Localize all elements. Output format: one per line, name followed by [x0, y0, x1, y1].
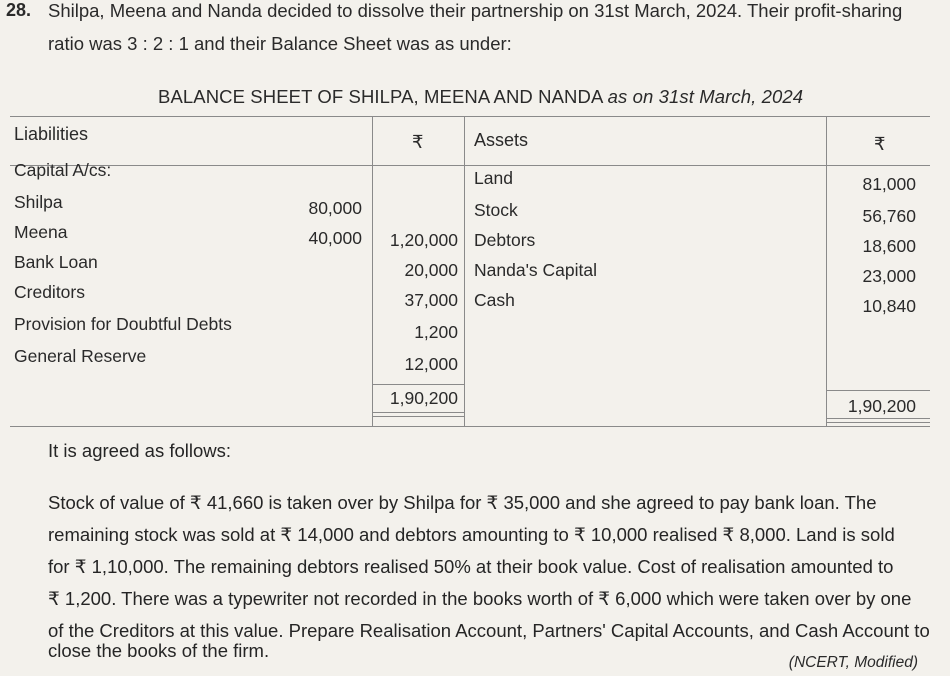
header-bottom-rule: [10, 165, 930, 166]
creditors-amount: 37,000: [404, 290, 458, 310]
nanda-capital-label: Nanda's Capital: [474, 260, 597, 280]
cash-label: Cash: [474, 290, 515, 310]
bank-loan-label: Bank Loan: [14, 252, 98, 272]
capital-total-amount: 1,20,000: [389, 230, 458, 250]
agreement-line-6: close the books of the firm.: [48, 640, 270, 661]
assets-total-top-rule: [826, 390, 930, 391]
bank-loan-amount: 20,000: [404, 260, 458, 280]
land-amount: 81,000: [862, 174, 916, 194]
nanda-capital-amount: 23,000: [862, 266, 916, 286]
provision-amount: 1,200: [414, 322, 458, 342]
question-line-2: ratio was 3 : 2 : 1 and their Balance Sheet was as under:: [48, 33, 512, 54]
liab-total-bottom-rule-2: [372, 416, 464, 417]
shilpa-capital-amount: 80,000: [308, 198, 362, 218]
land-label: Land: [474, 168, 513, 188]
assets-total: 1,90,200: [847, 396, 916, 416]
assets-total-bottom-rule-2: [826, 422, 930, 423]
liab-assets-divider-rule: [464, 116, 465, 426]
liabilities-header: Liabilities: [14, 124, 89, 144]
general-reserve-amount: 12,000: [404, 354, 458, 374]
agreement-line-1: Stock of value of ₹ 41,660 is taken over by Shilpa for ₹ 35,000 and she agreed to pay bank loan. The: [48, 492, 877, 513]
assets-amount-left-rule: [826, 116, 827, 426]
agreement-intro: It is agreed as follows:: [48, 440, 232, 461]
debtors-amount: 18,600: [862, 236, 916, 256]
stock-label: Stock: [474, 200, 518, 220]
agreement-line-4: ₹ 1,200. There was a typewriter not recorded in the books worth of ₹ 6,000 which were taken over by one: [48, 588, 912, 609]
rupee-header-right: ₹: [874, 134, 886, 154]
liab-amount-left-rule: [372, 116, 373, 426]
liabilities-total: 1,90,200: [389, 388, 458, 408]
debtors-label: Debtors: [474, 230, 536, 250]
assets-total-bottom-rule-1: [826, 418, 930, 419]
capital-accounts-label: Capital A/cs:: [14, 160, 112, 180]
balance-sheet-title-date: as on 31st March, 2024: [607, 86, 804, 107]
balance-sheet-title-main: BALANCE SHEET OF SHILPA, MEENA AND NANDA: [158, 86, 608, 107]
question-line-1: Shilpa, Meena and Nanda decided to dissolve their partnership on 31st March, 2024. Their profit-sharing: [48, 0, 903, 21]
general-reserve-label: General Reserve: [14, 346, 147, 366]
balance-sheet-title: [158, 86, 803, 108]
agreement-line-5: of the Creditors at this value. Prepare Realisation Account, Partners' Capital Accounts, and Cash Account to: [48, 620, 930, 641]
shilpa-label: Shilpa: [14, 192, 63, 212]
meena-capital-amount: 40,000: [308, 228, 362, 248]
meena-label: Meena: [14, 222, 68, 242]
creditors-label: Creditors: [14, 282, 85, 302]
liab-total-top-rule: [372, 384, 464, 385]
agreement-line-3: for ₹ 1,10,000. The remaining debtors realised 50% at their book value. Cost of realisation amounted to: [48, 556, 894, 577]
assets-header: Assets: [474, 130, 529, 150]
agreement-line-2: remaining stock was sold at ₹ 14,000 and debtors amounting to ₹ 10,000 realised ₹ 8,000. Land is sold: [48, 524, 895, 545]
table-top-rule: [10, 116, 930, 117]
source-citation: (NCERT, Modified): [788, 654, 918, 671]
table-bottom-rule: [10, 426, 930, 427]
stock-amount: 56,760: [862, 206, 916, 226]
rupee-header-left: ₹: [412, 132, 424, 152]
liab-total-bottom-rule-1: [372, 412, 464, 413]
question-number: 28.: [6, 0, 32, 20]
provision-label: Provision for Doubtful Debts: [14, 314, 232, 334]
cash-amount: 10,840: [862, 296, 916, 316]
